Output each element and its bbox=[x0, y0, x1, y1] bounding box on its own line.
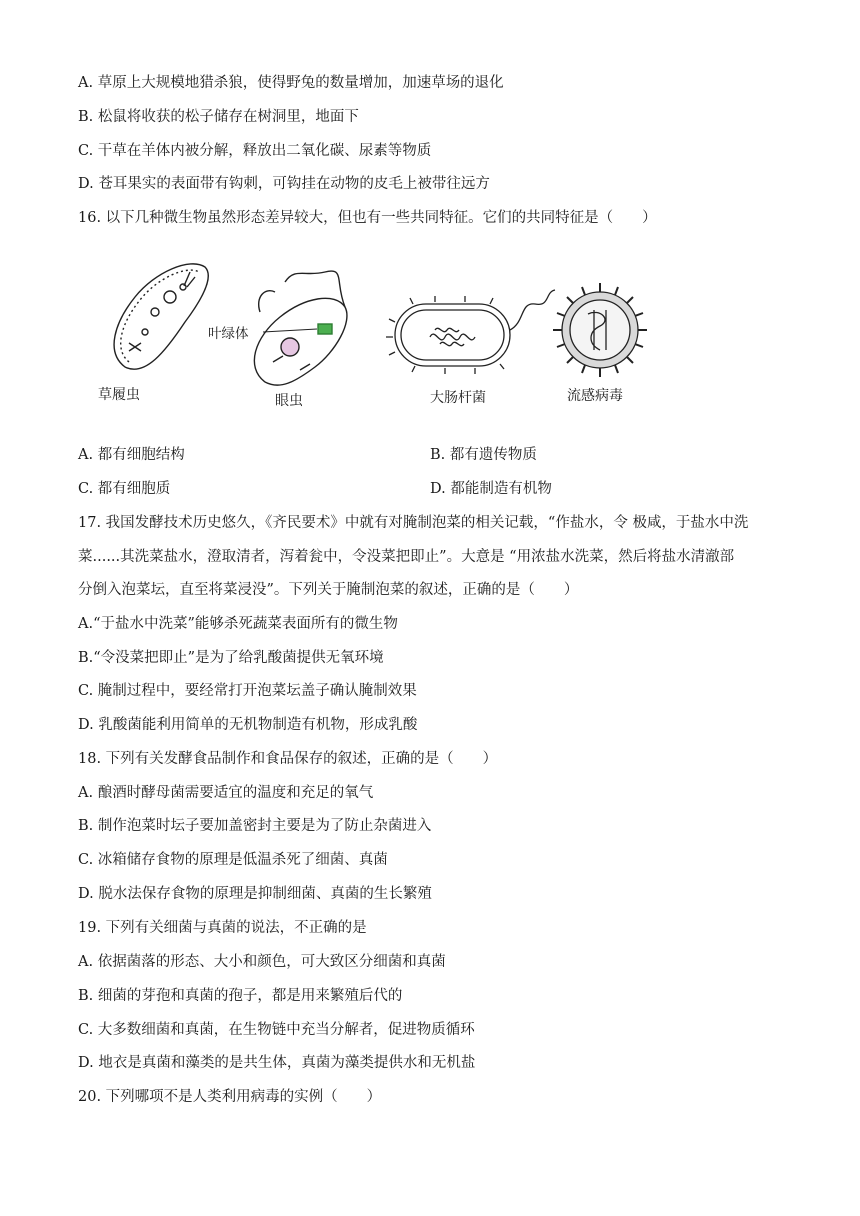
q15-option-d: D. 苍耳果实的表面带有钩刺，可钩挂在动物的皮毛上被带往远方 bbox=[78, 176, 490, 192]
q17-option-c: C. 腌制过程中，要经常打开泡菜坛盖子确认腌制效果 bbox=[78, 683, 417, 699]
caption-paramecium: 草履虫 bbox=[98, 387, 140, 403]
q17-option-a: A.“于盐水中洗菜”能够杀死蔬菜表面所有的微生物 bbox=[78, 616, 398, 632]
chloroplast-label: 叶绿体 bbox=[208, 322, 249, 342]
q17-option-d: D. 乳酸菌能利用简单的无机物制造有机物，形成乳酸 bbox=[78, 717, 418, 733]
q16-option-b: B. 都有遗传物质 bbox=[430, 447, 537, 463]
paramecium-drawing bbox=[114, 264, 208, 369]
q15-option-b: B. 松鼠将收获的松子储存在树洞里，地面下 bbox=[78, 109, 359, 125]
influenza-virus-drawing bbox=[553, 283, 647, 377]
q15-option-a: A. 草原上大规模地猎杀狼，使得野兔的数量增加，加速草场的退化 bbox=[78, 75, 504, 91]
q16-stem: 16. 以下几种微生物虽然形态差异较大，但也有一些共同特征。它们的共同特征是（ ） bbox=[78, 210, 657, 226]
caption-influenza-virus: 流感病毒 bbox=[567, 388, 623, 404]
q18-option-c: C. 冰箱储存食物的原理是低温杀死了细菌、真菌 bbox=[78, 852, 388, 868]
caption-e-coli: 大肠杆菌 bbox=[430, 390, 486, 406]
q16-option-a: A. 都有细胞结构 bbox=[78, 447, 185, 463]
euglena-drawing bbox=[254, 271, 347, 385]
q16-option-c: C. 都有细胞质 bbox=[78, 481, 171, 497]
q17-stem-line-3: 分倒入泡菜坛，直至将菜浸没”。下列关于腌制泡菜的叙述，正确的是（ ） bbox=[78, 582, 579, 598]
e-coli-drawing bbox=[386, 290, 555, 374]
q19-option-b: B. 细菌的芽孢和真菌的孢子，都是用来繁殖后代的 bbox=[78, 988, 403, 1004]
q18-option-a: A. 酿酒时酵母菌需要适宜的温度和充足的氧气 bbox=[78, 785, 374, 801]
q17-stem-line-1: 17. 我国发酵技术历史悠久，《齐民要术》中就有对腌制泡菜的相关记载，“作盐水，令 极咸，于盐水中洗 bbox=[78, 515, 749, 531]
q19-option-d: D. 地衣是真菌和藻类的是共生体，真菌为藻类提供水和无机盐 bbox=[78, 1055, 476, 1071]
chloroplast-pointer-line bbox=[263, 329, 317, 332]
q19-option-a: A. 依据菌落的形态、大小和颜色，可大致区分细菌和真菌 bbox=[78, 954, 446, 970]
q19-option-c: C. 大多数细菌和真菌，在生物链中充当分解者，促进物质循环 bbox=[78, 1022, 475, 1038]
caption-euglena: 眼虫 bbox=[275, 393, 303, 409]
q18-option-d: D. 脱水法保存食物的原理是抑制细菌、真菌的生长繁殖 bbox=[78, 886, 432, 902]
q17-stem-line-2: 菜......其洗菜盐水，澄取清者，泻着瓮中，令没菜把即止”。大意是 “用浓盐水洗菜，然后将盐水清澈部 bbox=[78, 549, 735, 565]
q17-option-b: B.“令没菜把即止”是为了给乳酸菌提供无氧环境 bbox=[78, 650, 384, 666]
q16-option-d: D. 都能制造有机物 bbox=[430, 481, 552, 497]
q20-stem: 20. 下列哪项不是人类利用病毒的实例（ ） bbox=[78, 1089, 382, 1105]
q18-option-b: B. 制作泡菜时坛子要加盖密封主要是为了防止杂菌进入 bbox=[78, 818, 432, 834]
q19-stem: 19. 下列有关细菌与真菌的说法，不正确的是 bbox=[78, 920, 367, 936]
microorganism-figure bbox=[95, 252, 675, 412]
q15-option-c: C. 干草在羊体内被分解，释放出二氧化碳、尿素等物质 bbox=[78, 143, 432, 159]
q18-stem: 18. 下列有关发酵食品制作和食品保存的叙述，正确的是（ ） bbox=[78, 751, 498, 767]
